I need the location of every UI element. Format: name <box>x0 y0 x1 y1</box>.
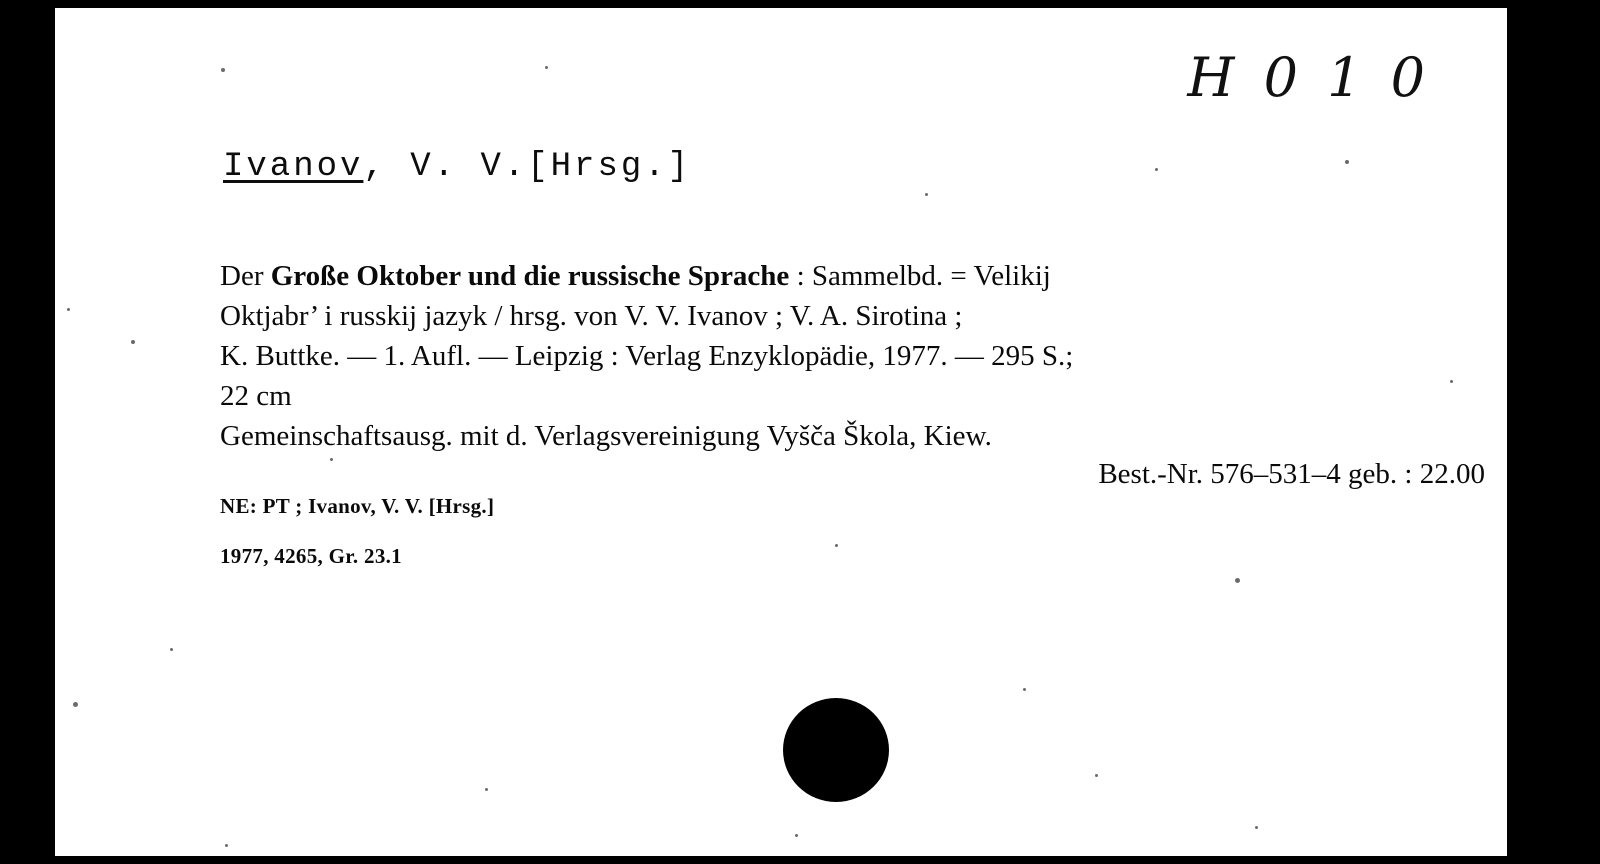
record-line-3: K. Buttke. — 1. Aufl. — Leipzig : Verlag Enzyklopädie, 1977. — 295 S.; <box>220 340 1074 372</box>
record-line-2: Oktjabr’ i russkij jazyk / hrsg. von V. V. Ivanov ; V. A. Sirotina ; <box>220 300 963 332</box>
card-surface <box>55 8 1507 856</box>
record-line-4: 22 cm <box>220 380 292 412</box>
scan-speck <box>545 66 548 69</box>
scan-speck <box>835 544 838 547</box>
scan-speck <box>1450 380 1453 383</box>
title-statement: Große Oktober und die russische Sprache <box>270 260 790 292</box>
punch-hole <box>783 698 889 802</box>
scan-speck <box>1155 168 1158 171</box>
scan-speck <box>1095 774 1098 777</box>
added-entry-line: NE: PT ; Ivanov, V. V. [Hrsg.] <box>220 494 495 518</box>
scan-speck <box>1235 578 1240 583</box>
order-number-price: Best.-Nr. 576–531–4 geb. : 22.00 <box>1098 458 1485 490</box>
scan-speck <box>73 702 78 707</box>
scan-speck <box>67 308 70 311</box>
edition-note: Gemeinschaftsausg. mit d. Verlagsvereinigung Vyšča Škola, Kiew. <box>220 420 992 452</box>
heading-surname: Ivanov <box>223 148 364 186</box>
scan-speck <box>1023 688 1026 691</box>
scan-speck <box>1345 160 1349 164</box>
scan-speck <box>170 648 173 651</box>
scan-speck <box>485 788 488 791</box>
bibliographic-record <box>220 256 1490 416</box>
scan-speck <box>795 834 798 837</box>
scan-speck <box>221 68 225 72</box>
card-heading <box>223 148 691 186</box>
classification-line: 1977, 4265, Gr. 23.1 <box>220 544 402 568</box>
scan-speck <box>1255 826 1258 829</box>
title-suffix: : Sammelbd. = Velikij <box>789 260 1051 292</box>
shelfmark-annotation: H 0 1 0 <box>1187 46 1431 109</box>
scan-speck <box>131 340 135 344</box>
heading-rest: , V. V.[Hrsg.] <box>363 148 692 186</box>
scan-speck <box>330 458 333 461</box>
scan-speck <box>925 193 928 196</box>
title-prefix: Der <box>220 260 271 292</box>
scan-speck <box>225 844 228 847</box>
record-line-1 <box>220 256 1490 296</box>
